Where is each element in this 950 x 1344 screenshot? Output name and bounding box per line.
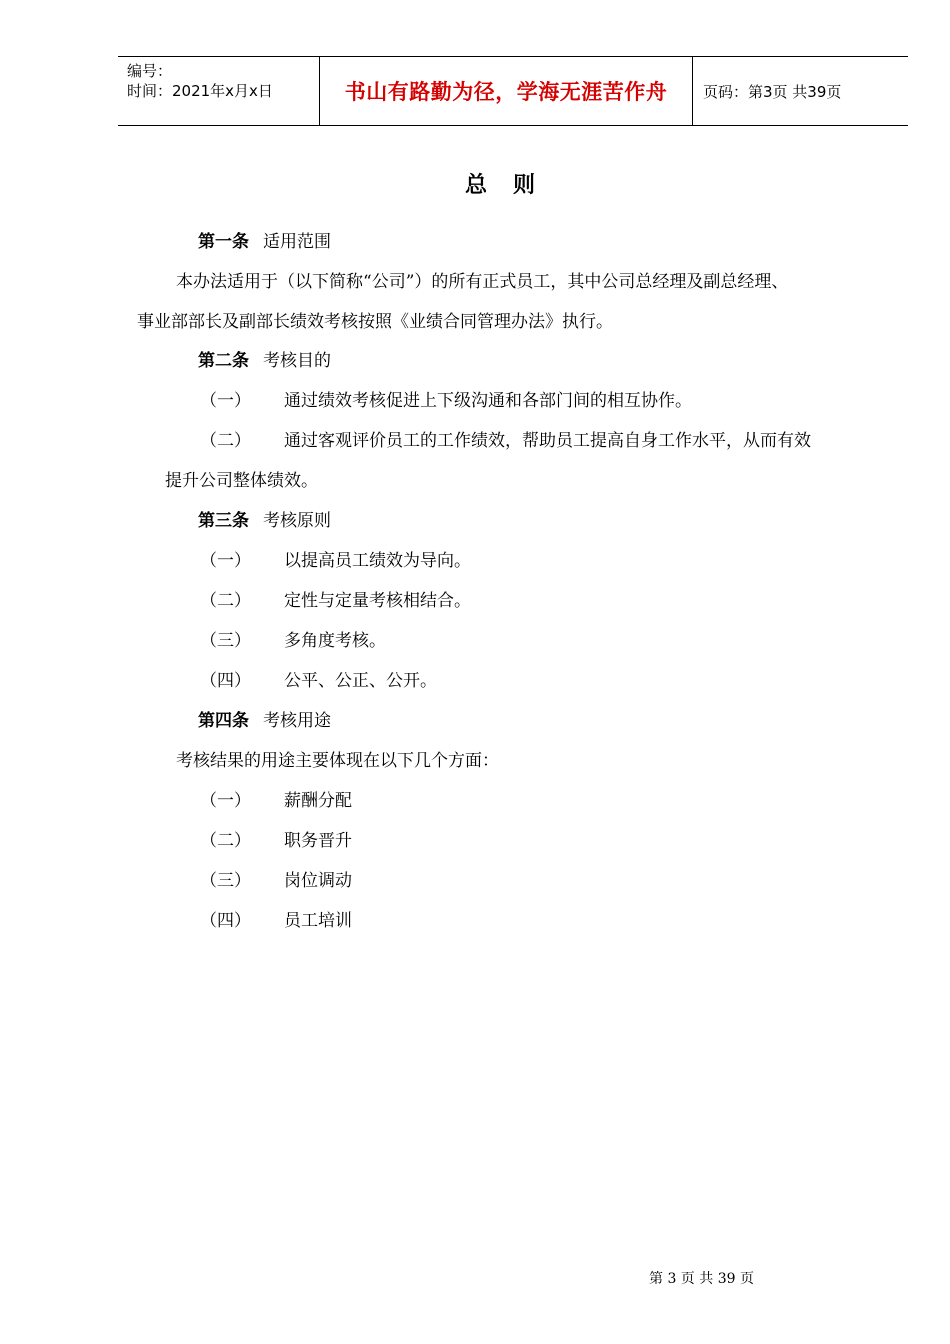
list-index: （三） <box>200 871 251 891</box>
article-3-heading <box>198 509 331 533</box>
list-item <box>200 869 352 893</box>
list-index: （一） <box>200 551 251 571</box>
list-text: 定性与定量考核相结合。 <box>284 591 471 611</box>
list-index: （一） <box>200 791 251 811</box>
list-item <box>200 389 692 413</box>
list-text: 多角度考核。 <box>284 631 386 651</box>
article-name: 考核原则 <box>263 511 331 531</box>
number-label: 编号： <box>127 62 173 80</box>
list-item <box>200 429 811 453</box>
time-label: 时间：2021年x月x日 <box>127 82 273 100</box>
article-name: 适用范围 <box>263 232 331 252</box>
list-text: 通过客观评价员工的工作绩效，帮助员工提高自身工作水平，从而有效 <box>284 431 811 451</box>
list-index: （二） <box>200 431 251 451</box>
list-item-continuation: 提升公司整体绩效。 <box>165 471 318 491</box>
list-index: （四） <box>200 671 251 691</box>
header-meta <box>118 57 320 125</box>
list-text: 岗位调动 <box>284 871 352 891</box>
list-index: （二） <box>200 591 251 611</box>
article-number: 第四条 <box>198 711 249 731</box>
article-4-intro: 考核结果的用途主要体现在以下几个方面： <box>176 751 499 771</box>
list-index: （三） <box>200 631 251 651</box>
article-2-heading <box>198 349 331 373</box>
list-index: （四） <box>200 911 251 931</box>
header-motto: 书山有路勤为径，学海无涯苦作舟 <box>320 57 693 125</box>
list-text: 员工培训 <box>284 911 352 931</box>
page-title: 总则 <box>464 173 561 198</box>
list-item <box>200 789 352 813</box>
list-text: 以提高员工绩效为导向。 <box>284 551 471 571</box>
list-item <box>200 909 352 933</box>
list-item <box>200 589 471 613</box>
list-item <box>200 629 386 653</box>
article-number: 第三条 <box>198 511 249 531</box>
list-text: 薪酬分配 <box>284 791 352 811</box>
list-item <box>200 669 437 693</box>
article-1-heading <box>198 230 331 254</box>
article-4-heading <box>198 709 331 733</box>
header-page-label: 页码：第3页 共39页 <box>703 82 842 101</box>
list-text: 职务晋升 <box>284 831 352 851</box>
article-1-paragraph-line-2: 事业部部长及副部长绩效考核按照《业绩合同管理办法》执行。 <box>137 312 613 332</box>
list-text: 公平、公正、公开。 <box>284 671 437 691</box>
article-name: 考核目的 <box>263 351 331 371</box>
article-name: 考核用途 <box>263 711 331 731</box>
page-header <box>118 56 908 126</box>
list-item <box>200 829 352 853</box>
list-index: （二） <box>200 831 251 851</box>
article-1-paragraph-line-1: 本办法适用于（以下简称“公司”）的所有正式员工，其中公司总经理及副总经理、 <box>176 272 789 292</box>
list-index: （一） <box>200 391 251 411</box>
page-footer: 第 3 页 共 39 页 <box>649 1271 754 1287</box>
list-item <box>200 549 471 573</box>
article-number: 第二条 <box>198 351 249 371</box>
list-text: 通过绩效考核促进上下级沟通和各部门间的相互协作。 <box>284 391 692 411</box>
article-number: 第一条 <box>198 232 249 252</box>
